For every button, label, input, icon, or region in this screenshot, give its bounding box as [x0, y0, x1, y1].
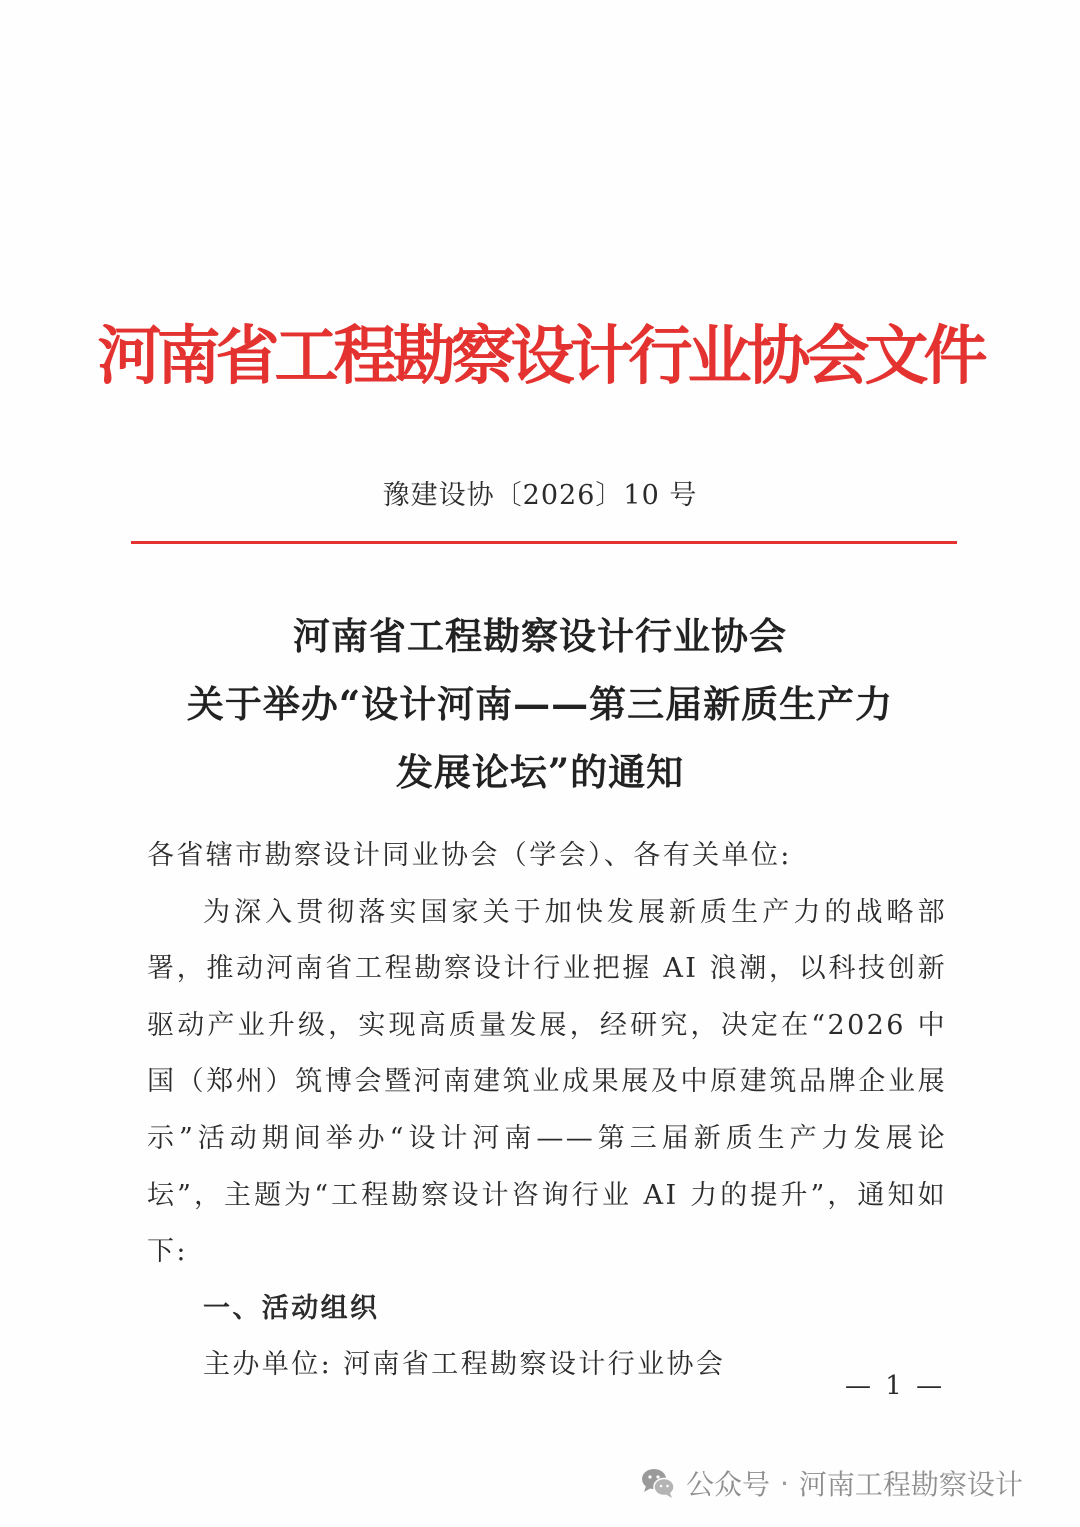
organizer-line: 主办单位: 河南省工程勘察设计行业协会: [203, 1349, 726, 1381]
notice-body: [147, 828, 947, 1394]
notice-title: [0, 602, 1080, 806]
watermark-account: 河南工程勘察设计: [798, 1468, 1023, 1501]
body-paragraph: 为深入贯彻落实国家关于加快发展新质生产力的战略部署，推动河南省工程勘察设计行业把握 AI 浪潮，以科技创新驱动产业升级，实现高质量发展，经研究，决定在“2026 中国（郑州）筑博会暨河南建筑业成果展及中原建筑品牌企业展示”活动期间举办“设计河南——第三届新质生产力发展论坛”，主题为“工程勘察设计咨询行业 AI 力的提升”，通知如下:: [147, 896, 947, 1268]
wechat-watermark: [640, 1460, 1023, 1506]
masthead-title: 河南省工程勘察设计行业协会文件: [97, 319, 983, 394]
page-number: — 1 —: [845, 1371, 946, 1401]
title-line-2: 关于举办“设计河南——第三届新质生产力: [186, 682, 894, 726]
wechat-icon: [640, 1467, 676, 1499]
title-line-1: 河南省工程勘察设计行业协会: [293, 614, 787, 658]
title-line-3: 发展论坛”的通知: [395, 750, 685, 794]
watermark-label: 公众号: [686, 1468, 771, 1501]
red-divider: [131, 541, 957, 544]
salutation: 各省辖市勘察设计同业协会（学会）、各有关单位:: [147, 840, 792, 871]
watermark-separator: ·: [780, 1466, 789, 1500]
document-number: 豫建设协〔2026〕10 号: [382, 480, 698, 511]
section-heading: 一、活动组织: [203, 1292, 380, 1324]
